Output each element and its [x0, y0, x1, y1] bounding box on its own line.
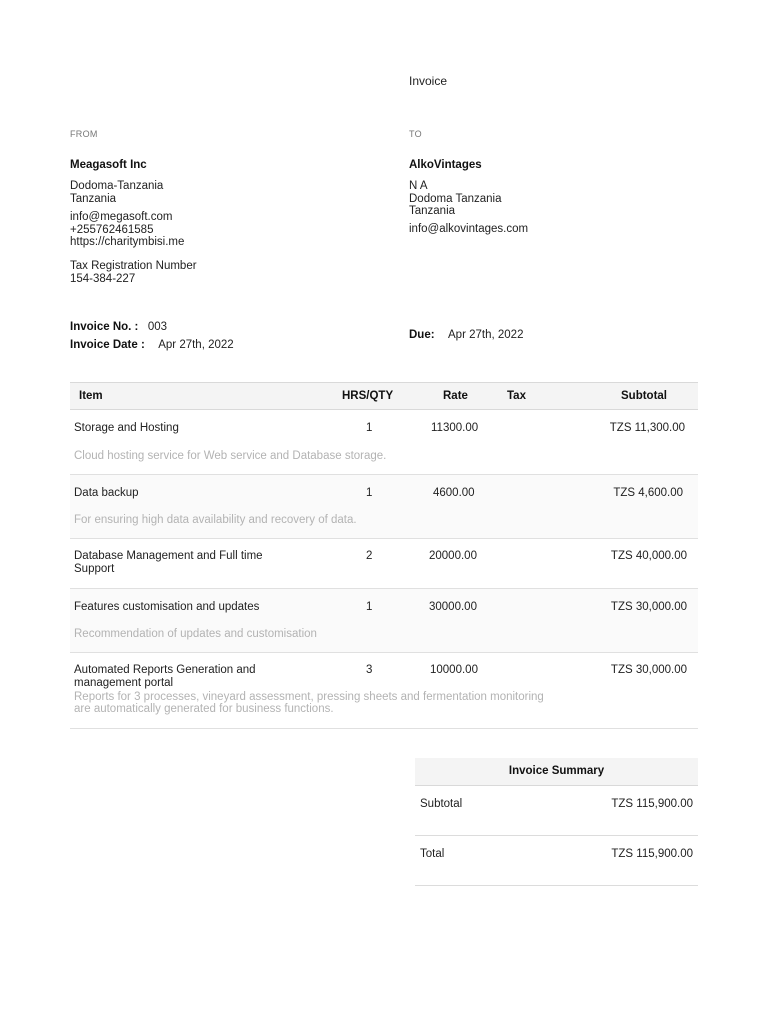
header-qty: HRS/QTY: [342, 390, 394, 402]
row-rate: 10000.00: [430, 664, 478, 676]
row-description-line: are automatically generated for business functions.: [74, 703, 334, 715]
tax-registration-number: 154-384-227: [70, 272, 136, 285]
row-item: Features customisation and updates: [74, 601, 260, 613]
recipient-name: AlkoVintages: [409, 159, 482, 171]
row-subtotal: TZS 30,000.00: [610, 601, 687, 613]
table-row: [70, 539, 698, 589]
row-qty: 2: [366, 550, 373, 562]
table-row: [70, 475, 698, 539]
row-qty: 3: [366, 664, 373, 676]
sender-email: info@megasoft.com: [70, 211, 173, 223]
row-item-line: Automated Reports Generation and: [74, 664, 256, 676]
header-tax: Tax: [507, 390, 526, 402]
row-description: [74, 691, 614, 715]
row-item-line: management portal: [74, 677, 174, 689]
sender-phone: +255762461585: [70, 223, 154, 236]
row-subtotal: TZS 40,000.00: [610, 550, 687, 562]
row-rate: 11300.00: [431, 422, 479, 434]
sender-website: https://charitymbisi.me: [70, 236, 185, 248]
table-header: [70, 382, 698, 410]
row-qty: 1: [366, 422, 373, 434]
row-subtotal: TZS 30,000.00: [610, 664, 687, 676]
recipient-address-line: Dodoma Tanzania: [409, 192, 502, 205]
row-qty: 1: [366, 487, 373, 499]
row-subtotal: TZS 4,600.00: [613, 487, 683, 499]
invoice-date-label: Invoice Date :: [70, 339, 145, 351]
row-item: [74, 550, 263, 576]
document-title: Invoice: [409, 74, 448, 88]
sender-address-line: Tanzania: [70, 192, 117, 205]
invoice-summary: [415, 758, 698, 886]
row-rate: 20000.00: [429, 550, 477, 562]
recipient-email: info@alkovintages.com: [409, 223, 529, 235]
row-description-line: Reports for 3 processes, vineyard assessment, pressing sheets and fermentation monitoring: [74, 691, 544, 703]
recipient-address-line: Tanzania: [409, 205, 456, 217]
summary-total-row: [415, 836, 698, 886]
row-item: Storage and Hosting: [74, 422, 179, 434]
table-row: [70, 589, 698, 653]
invoice-number-value: 003: [147, 321, 168, 333]
row-rate: 30000.00: [429, 601, 477, 613]
recipient-address: [409, 180, 502, 218]
row-description: Recommendation of updates and customisation: [74, 628, 317, 640]
sender-address: [70, 180, 163, 205]
due-date: [409, 325, 523, 343]
from-label: FROM: [70, 129, 98, 139]
row-item-line: Database Management and Full time: [74, 550, 263, 562]
summary-total-value: TZS 115,900.00: [611, 848, 693, 860]
summary-subtotal-row: [415, 786, 698, 836]
invoice-number-label: Invoice No. :: [70, 321, 139, 333]
due-date-label: Due:: [409, 329, 435, 341]
summary-subtotal-label: Subtotal: [420, 798, 463, 810]
invoice-number: [70, 317, 167, 335]
summary-total-label: Total: [420, 848, 445, 860]
header-item: Item: [79, 390, 103, 402]
invoice-date: [70, 335, 234, 353]
row-qty: 1: [366, 601, 373, 613]
row-subtotal: TZS 11,300.00: [609, 422, 685, 434]
sender-name: Meagasoft Inc: [70, 159, 147, 171]
invoice-date-value: Apr 27th, 2022: [158, 339, 234, 351]
row-rate: 4600.00: [433, 487, 475, 499]
items-table: [70, 382, 698, 729]
to-label: TO: [409, 129, 422, 139]
row-item: Data backup: [74, 487, 139, 499]
due-date-value: Apr 27th, 2022: [448, 329, 524, 341]
row-item: [74, 664, 256, 690]
tax-registration-label: Tax Registration Number: [70, 260, 197, 272]
tax-registration: [70, 260, 197, 285]
header-rate: Rate: [443, 390, 468, 402]
row-description: Cloud hosting service for Web service and Database storage.: [74, 450, 387, 462]
summary-subtotal-value: TZS 115,900.00: [611, 798, 693, 810]
row-item-line: Support: [74, 563, 115, 575]
sender-address-line: Dodoma-Tanzania: [70, 180, 164, 192]
header-subtotal: Subtotal: [621, 390, 667, 402]
sender-contact: [70, 211, 184, 249]
table-row: [70, 653, 698, 729]
summary-title: Invoice Summary: [415, 758, 698, 786]
row-description: For ensuring high data availability and recovery of data.: [74, 514, 357, 526]
table-row: [70, 410, 698, 475]
recipient-address-line: N A: [409, 180, 428, 192]
